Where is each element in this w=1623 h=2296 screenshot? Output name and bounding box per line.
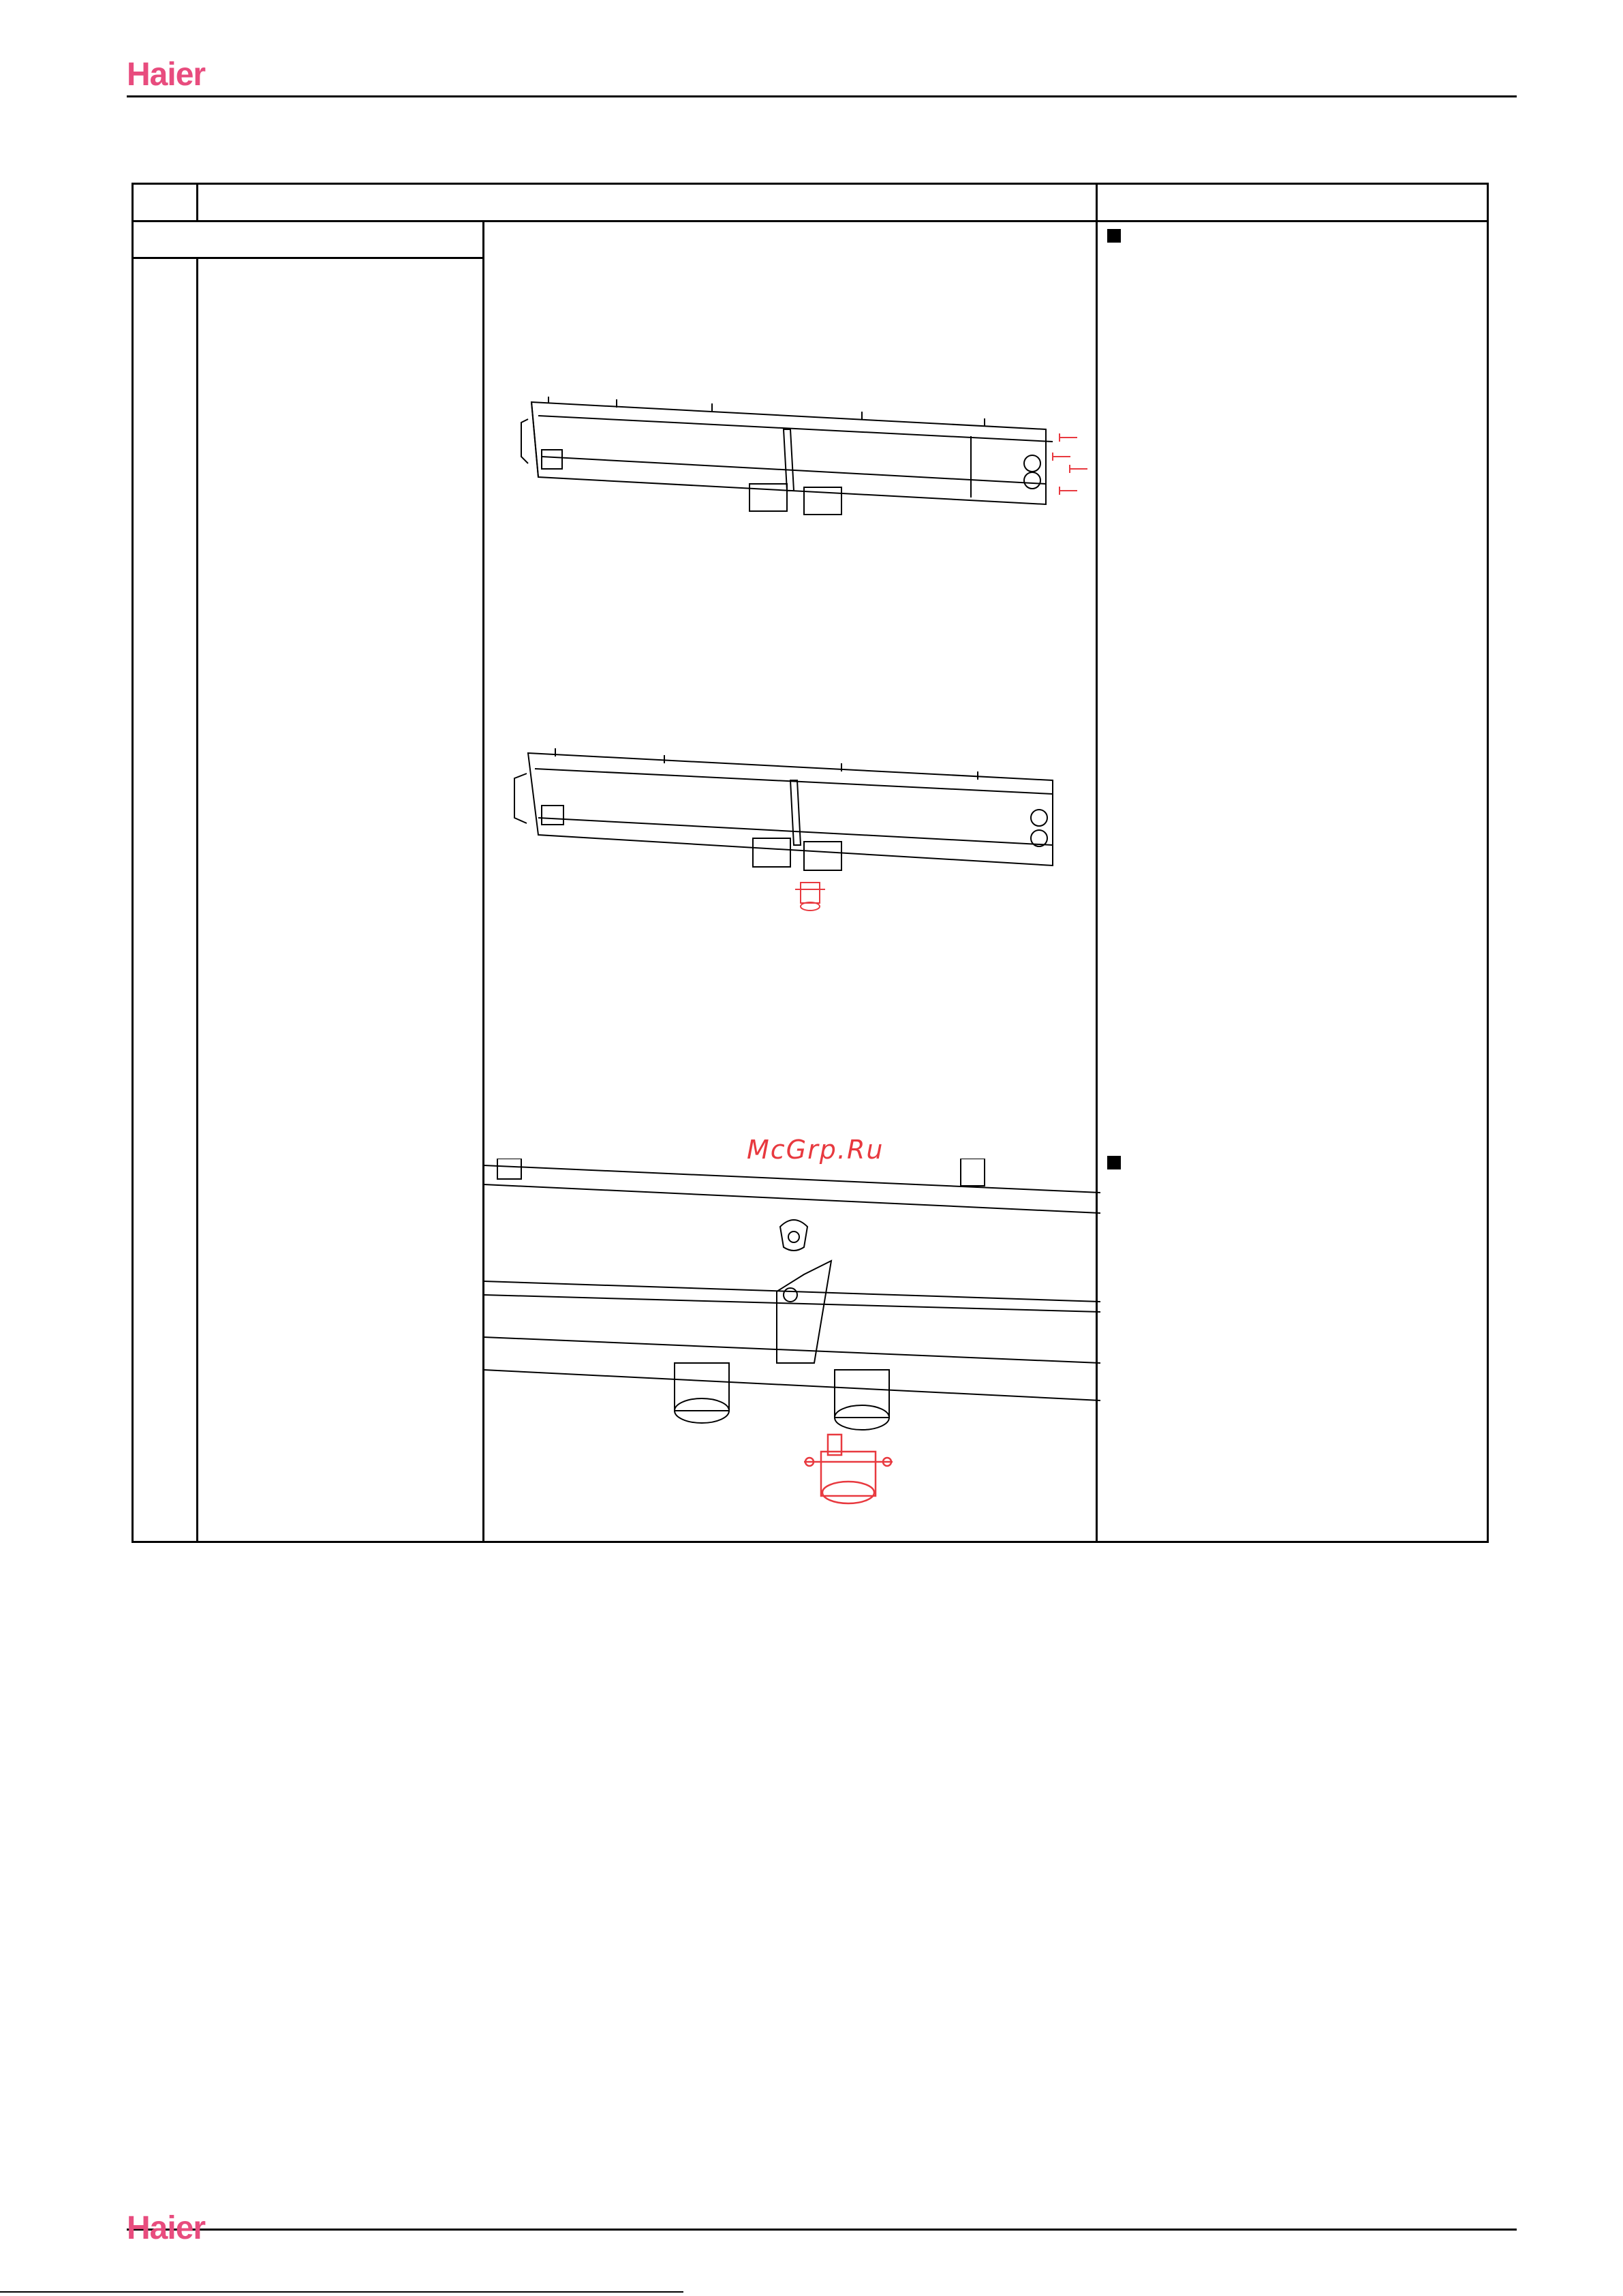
- haier-logo-footer: [127, 2212, 205, 2245]
- scan-artifact-line: [0, 2291, 683, 2293]
- table-col-divider-1: [196, 185, 198, 1541]
- watermark-text: McGrp.Ru: [747, 1135, 884, 1165]
- screws-highlight: [1053, 433, 1087, 495]
- note-bullet-1: [1107, 229, 1121, 243]
- watermark: [747, 1135, 884, 1165]
- footer-logo-text: Haier: [127, 2210, 206, 2246]
- table-header-rule: [134, 220, 1487, 222]
- table-subheader-rule: [134, 257, 482, 259]
- stepping-motor-highlight-large: [804, 1435, 893, 1503]
- header-logo-text: Haier: [127, 57, 206, 93]
- note-bullet-2: [1107, 1156, 1121, 1169]
- figure-unit-closeup-motor: [484, 1159, 1100, 1513]
- footer-rule: [127, 2229, 1517, 2231]
- unit-drawing-1: [508, 388, 1094, 538]
- figure-unit-with-screws: [508, 388, 1094, 538]
- unit-drawing-2: [501, 743, 1080, 920]
- table-col1-gap-mask: [196, 222, 198, 257]
- stepping-motor-highlight-small: [795, 883, 825, 910]
- header-rule: [127, 95, 1517, 97]
- figure-unit-with-motor-removed: [501, 743, 1080, 920]
- haier-logo-header: [127, 59, 205, 91]
- unit-drawing-3: [484, 1159, 1100, 1513]
